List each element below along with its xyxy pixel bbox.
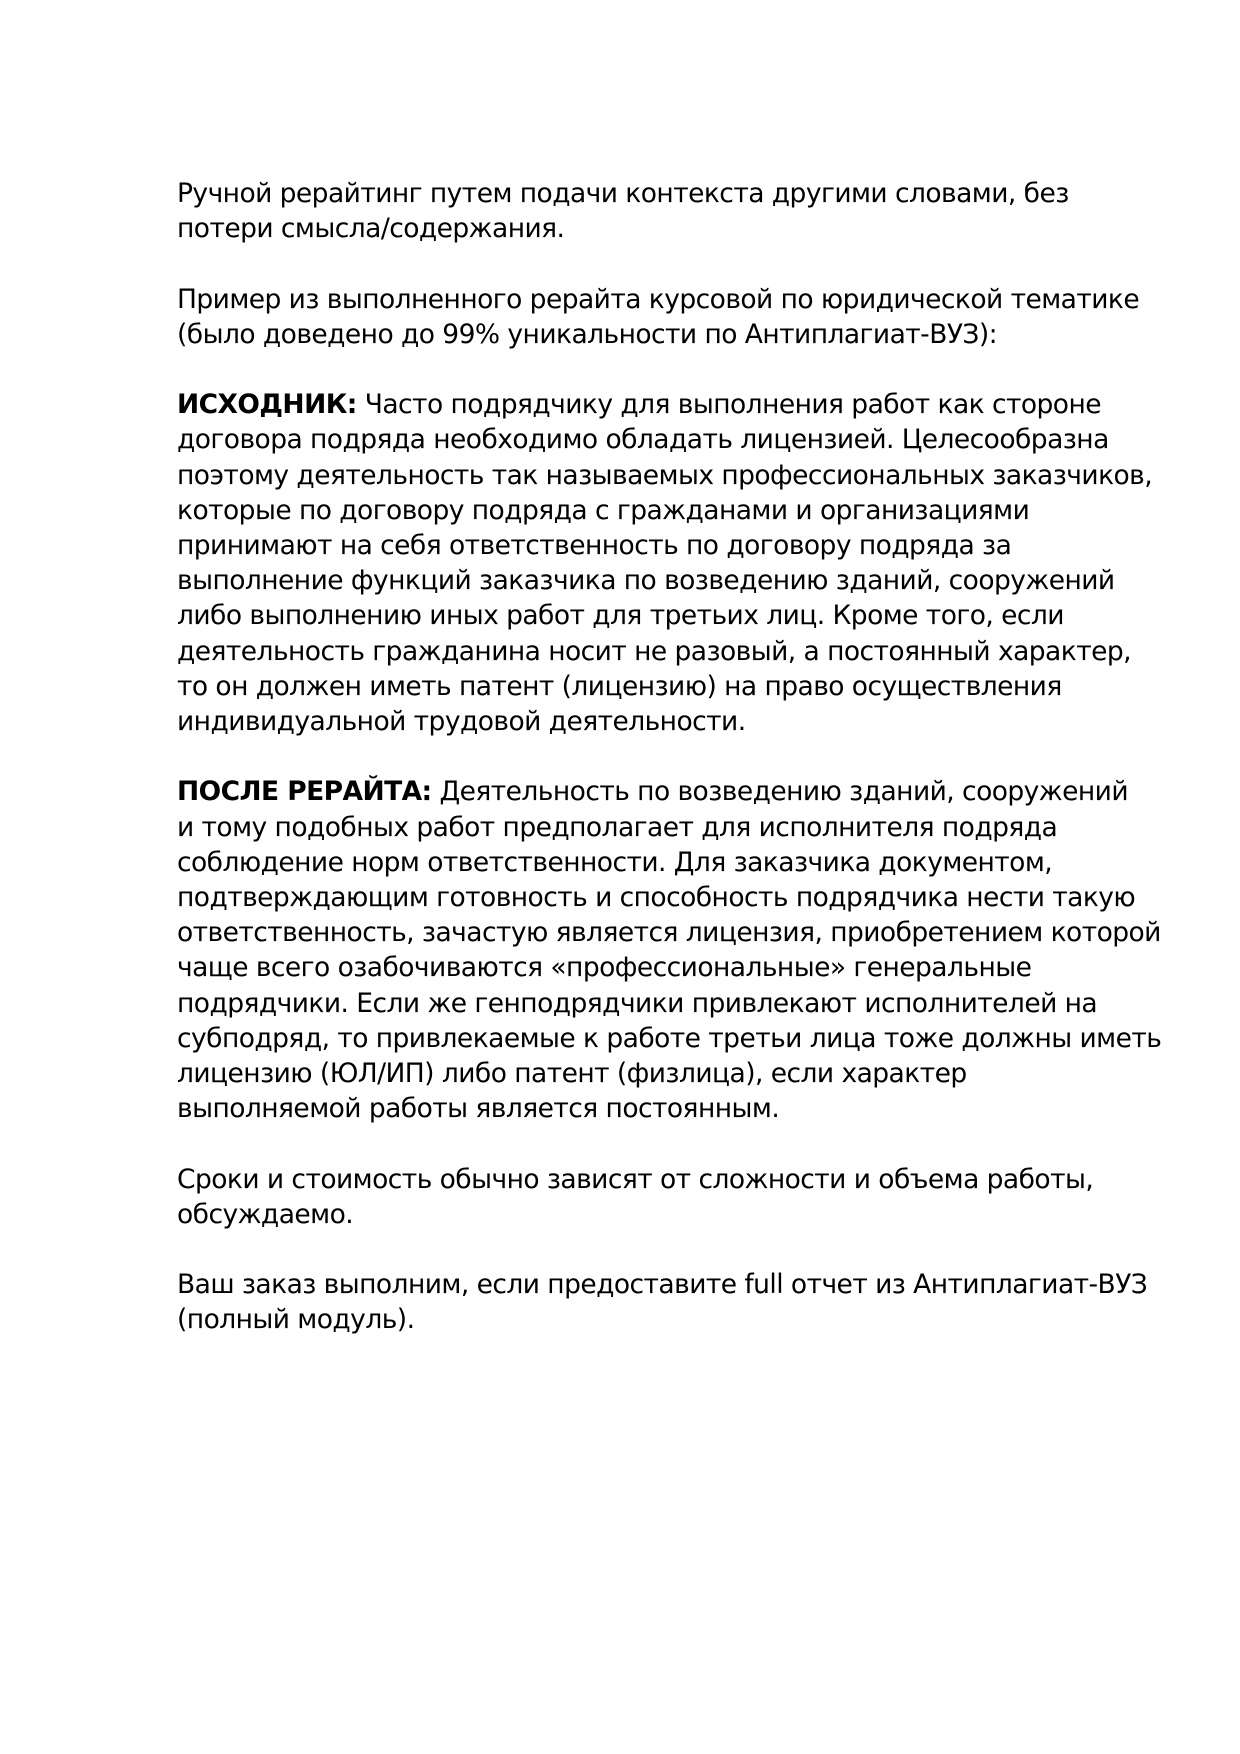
terms-paragraph	[177, 1162, 1167, 1232]
text-line	[177, 774, 1167, 809]
text-line: Ваш заказ выполним, если предоставите full отчет из Антиплагиат-ВУЗ	[177, 1269, 1148, 1301]
text-line: Ручной рерайтинг путем подачи контекста другими словами, без	[177, 178, 1069, 209]
text-line: подтверждающим готовность и способность подрядчика нести такую	[177, 882, 1136, 914]
text-line	[177, 387, 1167, 422]
text-line: принимают на себя ответственность по договору подряда за	[177, 530, 1012, 561]
text-line: соблюдение норм ответственности. Для заказчика документом,	[177, 846, 1053, 878]
text-line: выполняемой работы является постоянным.	[177, 1093, 780, 1125]
text-line: (полный модуль).	[177, 1304, 415, 1336]
text-line: ответственность, зачастую является лицензия, приобретением которой	[177, 917, 1161, 949]
text-line: Пример из выполненного рерайта курсовой по юридической тематике	[177, 283, 1140, 315]
text-line: чаще всего озабочиваются «профессиональные» генеральные	[177, 952, 1032, 984]
text-line: либо выполнению иных работ для третьих лиц. Кроме того, если	[177, 600, 1064, 632]
text-line: обсуждаемо.	[177, 1198, 354, 1230]
order-paragraph	[177, 1267, 1167, 1337]
original-first-line: Часто подрядчику для выполнения работ как стороне	[356, 389, 1101, 421]
document-body	[177, 176, 1167, 1373]
example-intro-paragraph	[177, 282, 1167, 352]
original-text-paragraph	[177, 387, 1167, 739]
rewritten-text-paragraph	[177, 774, 1167, 1126]
text-line: подрядчики. Если же генподрядчики привлекают исполнителей на	[177, 987, 1098, 1019]
rewritten-label: ПОСЛЕ РЕРАЙТА:	[177, 776, 432, 808]
text-line: индивидуальной трудовой деятельности.	[177, 706, 746, 738]
text-line: (было доведено до 99% уникальности по Антиплагиат-ВУЗ):	[177, 318, 998, 350]
text-line: договора подряда необходимо обладать лицензией. Целесообразна	[177, 424, 1109, 456]
text-line: лицензию (ЮЛ/ИП) либо патент (физлица), если характер	[177, 1058, 967, 1090]
text-line: Сроки и стоимость обычно зависят от сложности и объема работы,	[177, 1163, 1094, 1195]
text-line: поэтому деятельность так называемых профессиональных заказчиков,	[177, 459, 1153, 491]
text-line: субподряд, то привлекаемые к работе третьи лица тоже должны иметь	[177, 1022, 1162, 1054]
text-line: которые по договору подряда с гражданами и организациями	[177, 494, 1030, 526]
intro-paragraph	[177, 176, 1167, 246]
text-line: выполнение функций заказчика по возведению зданий, сооружений	[177, 565, 1115, 597]
original-label: ИСХОДНИК:	[177, 389, 357, 421]
text-line: потери смысла/содержания.	[177, 213, 565, 245]
rewritten-first-line: Деятельность по возведению зданий, сооружений	[431, 776, 1128, 808]
text-line: деятельность гражданина носит не разовый, а постоянный характер,	[177, 635, 1131, 667]
text-line: то он должен иметь патент (лицензию) на право осуществления	[177, 670, 1062, 702]
text-line: и тому подобных работ предполагает для исполнителя подряда	[177, 811, 1058, 843]
